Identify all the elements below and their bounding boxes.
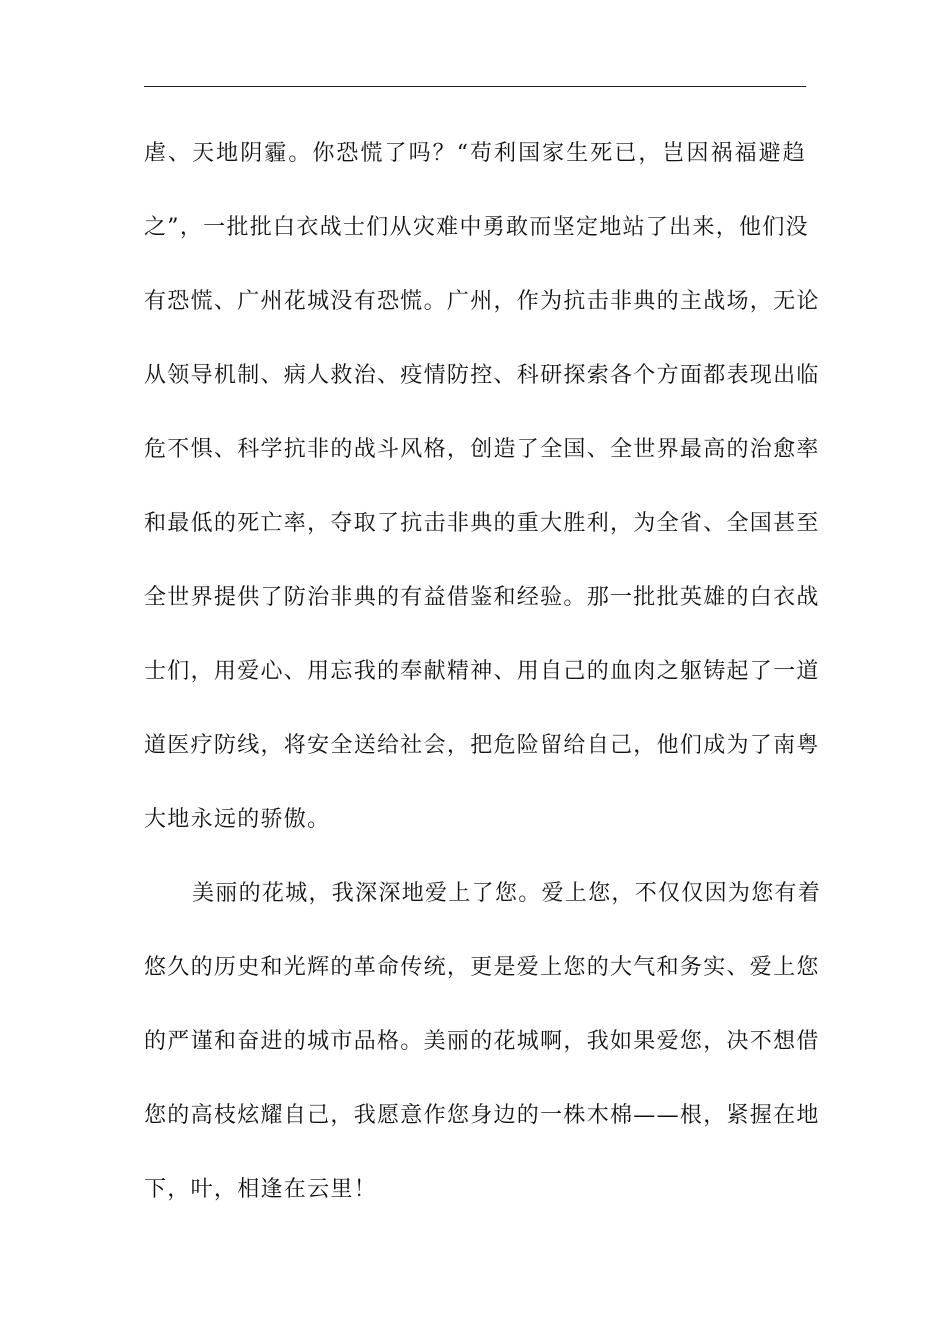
paragraph-line: 危不惧、科学抗非的战斗风格，创造了全国、全世界最高的治愈率 (144, 437, 820, 462)
paragraph-line: 虐、天地阴霾。你恐慌了吗？“苟利国家生死已，岂因祸福避趋 (144, 141, 806, 166)
paragraph-line: 和最低的死亡率，夺取了抗击非典的重大胜利，为全省、全国甚至 (144, 511, 820, 536)
paragraph-line: 美丽的花城，我深深地爱上了您。爱上您，不仅仅因为您有着 (192, 881, 822, 906)
paragraph-line: 有恐慌、广州花城没有恐慌。广州，作为抗击非典的主战场，无论 (144, 289, 820, 314)
paragraph-2 (144, 864, 822, 1234)
paragraph-line: 的严谨和奋进的城市品格。美丽的花城啊，我如果爱您，决不想借 (144, 1029, 820, 1054)
document-body (144, 124, 822, 1234)
paragraph-1 (144, 124, 820, 864)
paragraph-line: 士们，用爱心、用忘我的奉献精神、用自己的血肉之躯铸起了一道 (144, 659, 820, 684)
paragraph-line: 您的高枝炫耀自己，我愿意作您身边的一株木棉——根，紧握在地 (144, 1103, 820, 1128)
paragraph-line: 大地永远的骄傲。 (144, 807, 331, 832)
paragraph-line: 道医疗防线，将安全送给社会，把危险留给自己，他们成为了南粤 (144, 733, 820, 758)
paragraph-line: 下，叶，相逢在云里！ (144, 1177, 378, 1202)
paragraph-line: 之”，一批批白衣战士们从灾难中勇敢而坚定地站了出来，他们没 (144, 215, 809, 240)
header-rule (144, 86, 806, 87)
paragraph-line: 全世界提供了防治非典的有益借鉴和经验。那一批批英雄的白衣战 (144, 585, 820, 610)
paragraph-line: 悠久的历史和光辉的革命传统，更是爱上您的大气和务实、爱上您 (144, 955, 820, 980)
paragraph-line: 从领导机制、病人救治、疫情防控、科研探索各个方面都表现出临 (144, 363, 820, 388)
